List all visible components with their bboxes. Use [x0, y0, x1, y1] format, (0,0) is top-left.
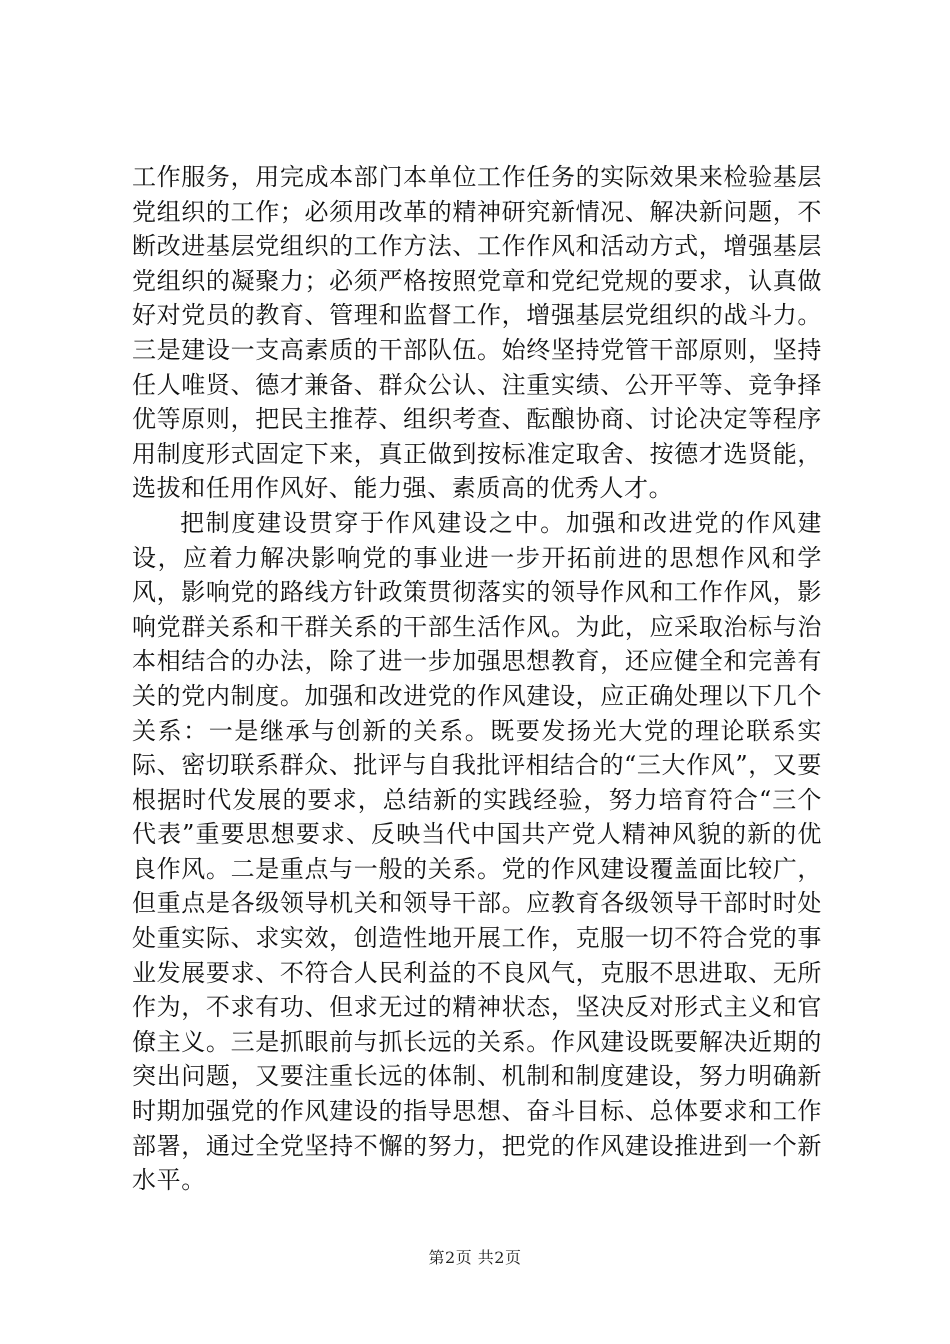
page-footer: 第2页 共2页 — [428, 1248, 522, 1267]
paragraph-continuation: 工作服务，用完成本部门本单位工作任务的实际效果来检验基层党组织的工作；必须用改革的精神研究新情况、解决新问题，不断改进基层党组织的工作方法、工作作风和活动方式，增强基层党组织的凝聚力；必须严格按照党章和党纪党规的要求，认真做好对党员的教育、管理和监督工作，增强基层党组织的战斗力。三是建设一支高素质的干部队伍。始终坚持党管干部原则，坚持任人唯贤、德才兼备、群众公认、注重实绩、公开平等、竞争择优等原则，把民主推荐、组织考查、酝酿协商、讨论决定等程序用制度形式固定下来，真正做到按标准定取舍、按德才选贤能，选拔和任用作风好、能力强、素质高的优秀人才。 — [132, 163, 822, 503]
document-body — [132, 160, 822, 1198]
paragraph-institution-building: 把制度建设贯穿于作风建设之中。加强和改进党的作风建设，应着力解决影响党的事业进一步开拓前进的思想作风和学风，影响党的路线方针政策贯彻落实的领导作风和工作作风，影响党群关系和干群关系的干部生活作风。为此，应采取治标与治本相结合的办法，除了进一步加强思想教育，还应健全和完善有关的党内制度。加强和改进党的作风建设，应正确处理以下几个关系：一是继承与创新的关系。既要发扬光大党的理论联系实际、密切联系群众、批评与自我批评相结合的“三大作风”，又要根据时代发展的要求，总结新的实践经验，努力培育符合“三个代表”重要思想要求、反映当代中国共产党人精神风貌的新的优良作风。二是重点与一般的关系。党的作风建设覆盖面比较广，但重点是各级领导机关和领导干部。应教育各级领导干部时时处处重实际、求实效，创造性地开展工作，克服一切不符合党的事业发展要求、不符合人民利益的不良风气，克服不思进取、无所作为，不求有功、但求无过的精神状态，坚决反对形式主义和官僚主义。三是抓眼前与抓长远的关系。作风建设既要解决近期的突出问题，又要注重长远的体制、机制和制度建设，努力明确新时期加强党的作风建设的指导思想、奋斗目标、总体要求和工作部署，通过全党坚持不懈的努力，把党的作风建设推进到一个新水平。 — [132, 508, 822, 1195]
